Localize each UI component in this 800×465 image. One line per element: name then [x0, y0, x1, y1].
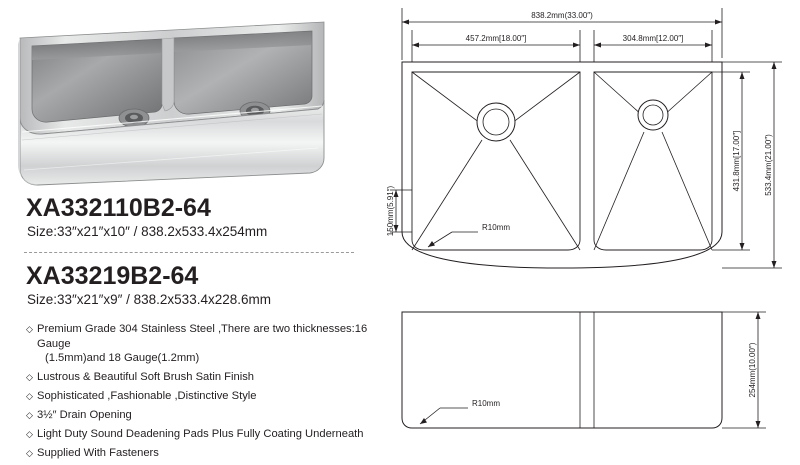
product-photo	[12, 8, 332, 190]
model-size-1: Size:33″x21″x10″ / 838.2x533.4x254mm	[27, 224, 268, 239]
dim-corner-radius-front: R10mm	[472, 399, 501, 408]
dim-left-bowl-width: 457.2mm[18.00″]	[465, 34, 527, 43]
diamond-bullet-icon: ◇	[26, 448, 33, 458]
dim-right-bowl-width: 304.8mm[12.00″]	[622, 34, 684, 43]
dim-apron-offset: 150mm(5.91″)	[386, 185, 395, 237]
dimension-drawings	[382, 0, 800, 450]
list-item	[26, 446, 374, 461]
diamond-bullet-icon: ◇	[26, 410, 33, 420]
diamond-bullet-icon: ◇	[26, 391, 33, 401]
technical-drawings-panel	[382, 0, 800, 450]
model-code-1: XA332110B2-64	[26, 194, 211, 222]
dim-corner-radius-top: R10mm	[482, 223, 511, 232]
section-divider	[24, 252, 354, 253]
diamond-bullet-icon: ◇	[26, 324, 33, 334]
diamond-bullet-icon: ◇	[26, 429, 33, 439]
sink-photo-illustration	[12, 8, 332, 190]
feature-text: Premium Grade 304 Stainless Steel ,There are two thicknesses:16 Gauge	[37, 323, 368, 350]
feature-text: Supplied With Fasteners	[37, 447, 159, 459]
feature-text: Light Duty Sound Deadening Pads Plus Fully Coating Underneath	[37, 428, 364, 440]
feature-text: Sophisticated ,Fashionable ,Distinctive Style	[37, 390, 257, 402]
model-size-2: Size:33″x21″x9″ / 838.2x533.4x228.6mm	[27, 292, 271, 307]
feature-text: 3½″ Drain Opening	[37, 409, 132, 421]
dim-overall-depth: 533.4mm(21.00″)	[764, 134, 773, 196]
feature-text-continued: (1.5mm)and 18 Gauge(1.2mm)	[45, 352, 200, 364]
model-code-2: XA33219B2-64	[26, 262, 199, 290]
list-item	[26, 408, 374, 423]
list-item	[26, 389, 374, 404]
list-item	[26, 427, 374, 442]
feature-list	[26, 322, 374, 465]
product-info-panel	[0, 0, 382, 459]
dim-overall-width: 838.2mm(33.00″)	[531, 11, 593, 20]
dim-bowl-depth: 431.8mm[17.00″]	[732, 130, 741, 192]
diamond-bullet-icon: ◇	[26, 372, 33, 382]
list-item	[26, 370, 374, 385]
feature-text: Lustrous & Beautiful Soft Brush Satin Finish	[37, 371, 255, 383]
dim-front-height: 254mm(10.00″)	[748, 342, 757, 398]
list-item	[26, 322, 374, 366]
